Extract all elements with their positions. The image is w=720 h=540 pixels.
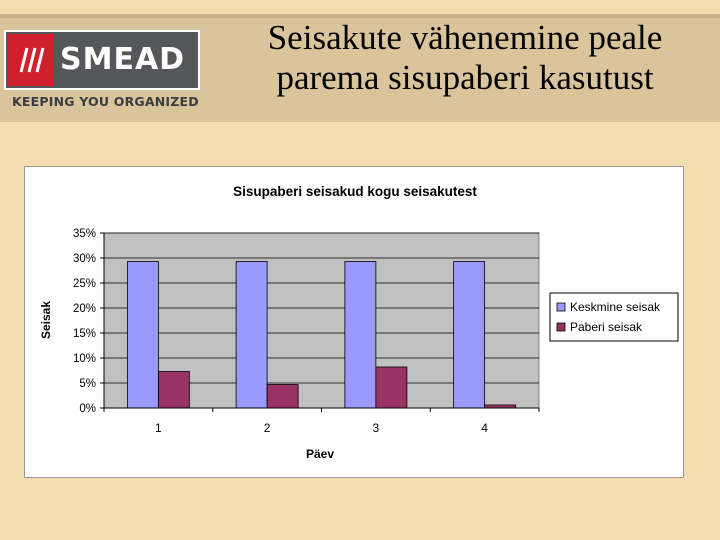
y-tick-label: 10% xyxy=(72,353,96,365)
smead-logo xyxy=(4,24,200,116)
chart-legend xyxy=(550,293,678,341)
x-tick-label: 1 xyxy=(155,421,162,435)
slide-title-line-1: Seisakute vähenemine peale xyxy=(267,18,663,57)
y-tick-label: 5% xyxy=(79,378,96,390)
x-axis-label: Päev xyxy=(305,447,335,461)
bar xyxy=(236,262,267,409)
plot-area xyxy=(73,228,539,435)
x-tick-label: 2 xyxy=(263,421,271,435)
bar-chart xyxy=(25,167,683,477)
x-tick-label: 3 xyxy=(372,421,380,435)
x-tick-label: 4 xyxy=(481,421,488,435)
legend-label: Keskmine seisak xyxy=(570,300,661,314)
y-tick-label: 20% xyxy=(72,303,96,315)
logo-box xyxy=(4,30,200,90)
y-tick-label: 35% xyxy=(72,228,96,240)
chart-title: Sisupaberi seisakud kogu seisakutest xyxy=(233,184,477,199)
bar xyxy=(127,262,158,409)
legend-label: Paberi seisak xyxy=(570,320,643,334)
bar xyxy=(454,262,485,409)
y-axis-label: Seisak xyxy=(39,300,53,340)
bar xyxy=(345,262,376,409)
bar xyxy=(158,372,189,409)
y-tick-label: 25% xyxy=(72,278,96,290)
y-tick-label: 30% xyxy=(72,253,96,265)
logo-tagline: KEEPING YOU ORGANIZED xyxy=(12,94,199,109)
legend-swatch xyxy=(557,303,565,311)
logo-wordmark: SMEAD xyxy=(60,42,186,77)
y-tick-label: 0% xyxy=(79,403,96,415)
slide-title xyxy=(210,18,720,98)
slide-title-line-2: parema sisupaberi kasutust xyxy=(276,58,654,97)
chart-frame xyxy=(24,166,684,478)
legend-swatch xyxy=(557,323,565,331)
logo-slash-icon xyxy=(8,34,54,86)
bar xyxy=(267,385,298,409)
y-tick-label: 15% xyxy=(72,328,96,340)
bar xyxy=(376,367,407,408)
